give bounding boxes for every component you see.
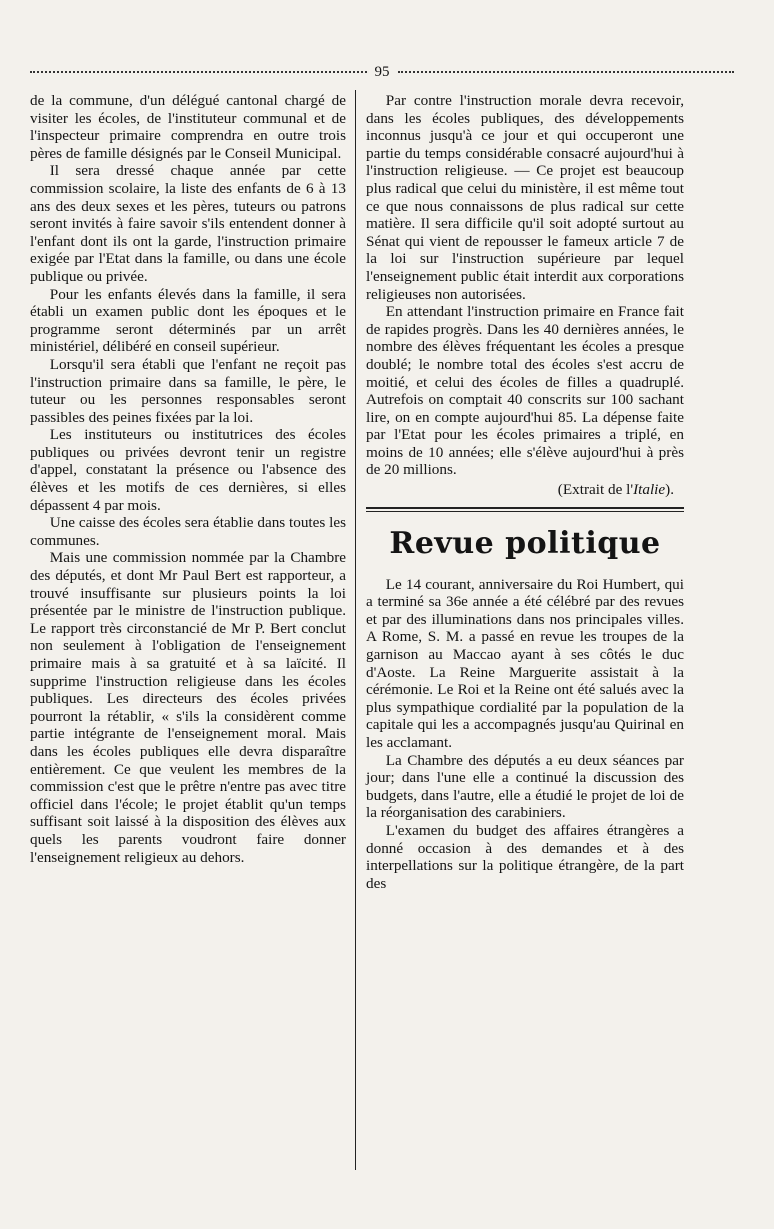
- paragraph: Lorsqu'il sera établi que l'enfant ne reçoit pas l'instruction primaire dans sa famille, le père, le tuteur ou les personnes responsables seront passibles des peines fixées par la loi.: [30, 355, 346, 426]
- paragraph: Une caisse des écoles sera établie dans toutes les communes.: [30, 514, 346, 549]
- paragraph: Les instituteurs ou institutrices des écoles publiques ou privées devront tenir un registre d'appel, constatant la présence ou l'absence des élèves et les motifs de ces dernières, si elles dépassent 4 par mois.: [30, 426, 346, 514]
- source-citation: [366, 481, 684, 499]
- header-rule-right: [398, 71, 735, 73]
- paragraph: L'examen du budget des affaires étrangères a donné occasion à des demandes et à des interpellations sur la politique étrangère, de la part des: [366, 821, 684, 892]
- paragraph: La Chambre des députés a eu deux séances par jour; dans l'une elle a continué la discussion des budgets, dans l'autre, elle a étudié le projet de loi de la réorganisation des carabiniers.: [366, 751, 684, 822]
- left-column: [30, 92, 346, 1172]
- paragraph: En attendant l'instruction primaire en France fait de rapides progrès. Dans les 40 dernières années, le nombre des élèves fréquentant les écoles a presque doublé; le nombre total des écoles s'est accru de moitié, et celui des écoles de filles a quadruplé. Autrefois on comptait 40 conscrits sur 100 sachant lire, on en compte aujourd'hui 85. La dépense faite par l'Etat pour les écoles primaires a triplé, en moins de 10 années; elle s'élève aujourd'hui à près de 20 millions.: [366, 303, 684, 479]
- paragraph: Par contre l'instruction morale devra recevoir, dans les écoles publiques, des développements inconnus jusqu'à ce jour et qui occuperont une partie du temps considérable consacré aujourd'hui à l'instruction religieuse. — Ce projet est beaucoup plus radical que celui du ministère, il est même tout ce que nous connaissons de plus radical sur cette matière. Il sera difficile qu'il soit adopté surtout au Sénat qui vient de repousser le fameux article 7 de la loi sur l'instruction supérieure par lequel l'enseignement public était interdit aux corporations religieuses non autorisées.: [366, 92, 684, 303]
- header-rule-left: [30, 71, 367, 73]
- paragraph: Le 14 courant, anniversaire du Roi Humbert, qui a terminé sa 36e année a été célébré par des revues et par des illuminations dans nos principales villes. A Rome, S. M. a passé en revue les troupes de la garnison au Maccao ayant à ses côtés le duc d'Aoste. La Reine Marguerite assistait à la cérémonie. Le Roi et la Reine ont été salués avec la plus sympathique cordialité par la population de la capitale qui les a accompagnés jusqu'au Quirinal en les acclamant.: [366, 575, 684, 751]
- paragraph: Il sera dressé chaque année par cette commission scolaire, la liste des enfants de 6 à 13 ans des deux sexes et les pères, tuteurs ou patrons seront invités à faire savoir s'ils entendent donner à l'enfant dont ils ont la garde, l'instruction primaire exigée par l'Etat dans la famille, ou dans une école publique ou privée.: [30, 162, 346, 285]
- source-name: Italie: [633, 481, 666, 499]
- page-number: 95: [374, 63, 390, 80]
- source-suffix: ).: [665, 481, 674, 499]
- page-header: [30, 62, 734, 82]
- section-title: Revue politique: [389, 525, 661, 561]
- source-prefix: (Extrait de l': [557, 481, 634, 499]
- column-divider: [355, 90, 356, 1170]
- section-separator: [366, 507, 684, 512]
- paragraph: Mais une commission nommée par la Chambre des députés, et dont Mr Paul Bert est rapporteur, a trouvé insuffisante sur plusieurs points la loi présentée par le ministre de l'instruction publique. Le rapport très circonstancié de Mr P. Bert conclut non seulement à l'obligation de l'enseignement primaire mais à sa gratuité et à sa laïcité. Il supprime l'instruction religieuse dans les écoles publiques. Les directeurs des écoles privées pourront la rétablir, « s'ils la considèrent comme partie intégrante de l'enseignement moral. Mais dans les écoles publiques elle devra disparaître entièrement. Ce que veulent les membres de la commission c'est que le prêtre n'entre pas avec titre officiel dans l'école; le projet établit qu'un temps suffisant soit laissé à la disposition des élèves aux quels les parents voudront faire donner l'enseignement religieux au dehors.: [30, 549, 346, 866]
- paragraph: Pour les enfants élevés dans la famille, il sera établi un examen public dont les époques et le programme seront déterminés par un arrêt ministériel, délibéré en conseil supérieur.: [30, 285, 346, 356]
- paragraph: de la commune, d'un délégué cantonal chargé de visiter les écoles, de l'instituteur communal et de l'inspecteur primaire comprendra en outre trois pères de famille désignés par le Conseil Municipal.: [30, 92, 346, 162]
- right-column: [366, 92, 684, 892]
